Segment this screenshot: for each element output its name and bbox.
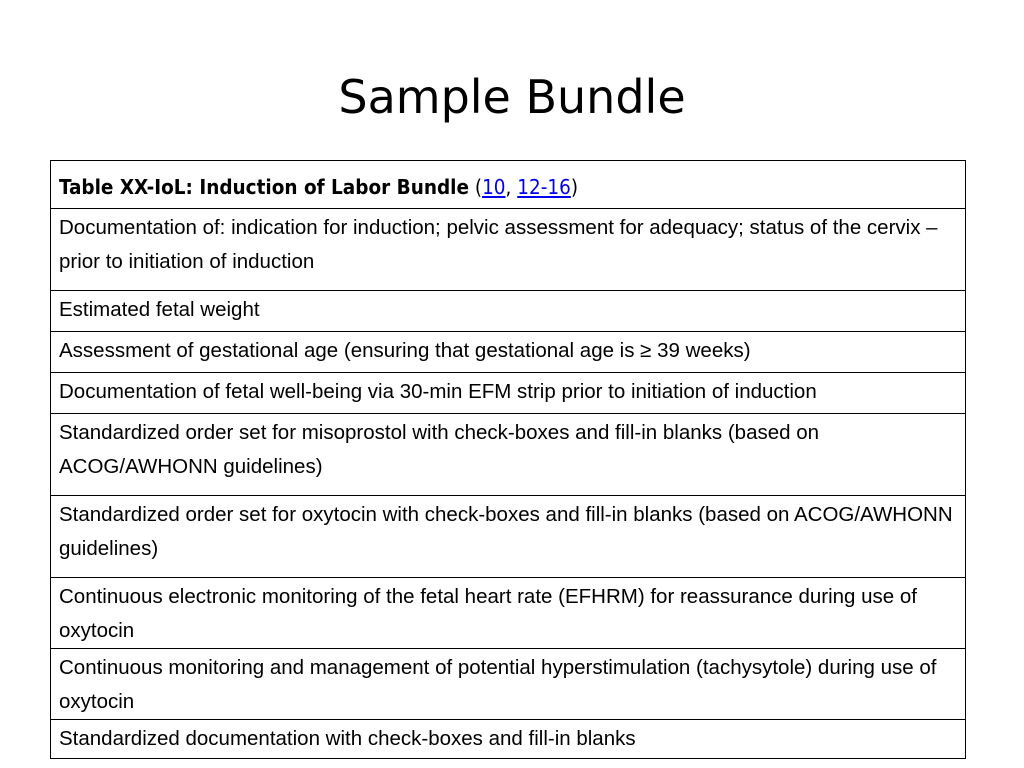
table-caption-close-paren: ) bbox=[570, 175, 579, 199]
table-cell: Continuous electronic monitoring of the fetal heart rate (EFHRM) for reassurance during use of oxytocin bbox=[51, 578, 966, 649]
table-caption-separator: , bbox=[505, 175, 518, 199]
table-caption-title: Table XX-IoL: Induction of Labor Bundle bbox=[59, 175, 469, 199]
reference-link-10[interactable]: 10 bbox=[482, 175, 506, 199]
table-row bbox=[51, 578, 966, 649]
table-row bbox=[51, 496, 966, 578]
reference-link-12-16[interactable]: 12-16 bbox=[517, 175, 571, 199]
table-cell: Continuous monitoring and management of potential hyperstimulation (tachysytole) during use of oxytocin bbox=[51, 649, 966, 720]
table-header-row bbox=[51, 161, 966, 209]
table-row bbox=[51, 291, 966, 332]
table-cell: Documentation of: indication for induction; pelvic assessment for adequacy; status of the cervix – prior to initiation of induction bbox=[51, 209, 966, 291]
table-cell: Standardized documentation with check-boxes and fill-in blanks bbox=[51, 720, 966, 759]
table-caption-cell bbox=[51, 161, 966, 209]
table-row bbox=[51, 373, 966, 414]
table-cell: Estimated fetal weight bbox=[51, 291, 966, 332]
table-row bbox=[51, 209, 966, 291]
table-caption-open-paren: ( bbox=[469, 175, 483, 199]
table-cell: Standardized order set for oxytocin with check-boxes and fill-in blanks (based on ACOG/AWHONN guidelines) bbox=[51, 496, 966, 578]
table-cell: Documentation of fetal well-being via 30-min EFM strip prior to initiation of induction bbox=[51, 373, 966, 414]
table-cell: Standardized order set for misoprostol with check-boxes and fill-in blanks (based on ACOG/AWHONN guidelines) bbox=[51, 414, 966, 496]
table-cell: Assessment of gestational age (ensuring that gestational age is ≥ 39 weeks) bbox=[51, 332, 966, 373]
table-row bbox=[51, 649, 966, 720]
table-row bbox=[51, 414, 966, 496]
bundle-table bbox=[50, 160, 966, 759]
slide-title: Sample Bundle bbox=[338, 70, 686, 124]
table-row bbox=[51, 720, 966, 759]
table-row bbox=[51, 332, 966, 373]
